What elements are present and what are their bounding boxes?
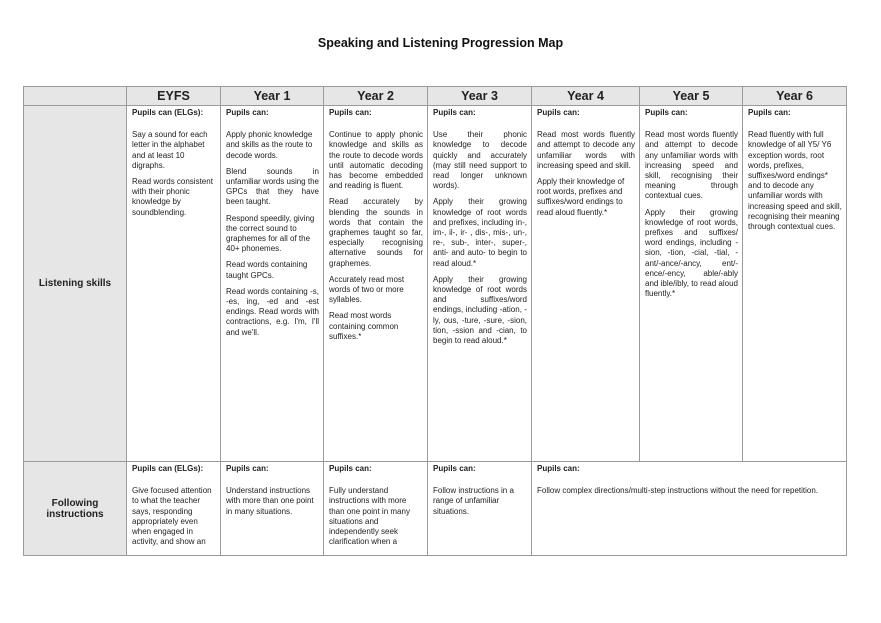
cell-text: Read accurately by blending the sounds in words that contain the graphemes taught so far, especially recognising alternative sounds for graphemes. <box>329 197 423 268</box>
cell-heading: Pupils can: <box>433 464 476 473</box>
cell-heading: Pupils can: <box>537 108 580 117</box>
cell-instructions-year-1 <box>221 462 324 556</box>
cell-instructions-year-2 <box>324 462 428 556</box>
cell-text: Apply phonic knowledge and skills as the route to decode words. <box>226 130 313 160</box>
cell-text: Respond speedily, giving the correct sound to graphemes for all of the 40+ phonemes. <box>226 213 315 254</box>
header-year-6: Year 6 <box>743 87 847 106</box>
row-listening-skills <box>24 106 847 462</box>
cell-text: Accurately read most words of two or more syllables. <box>329 274 405 305</box>
header-year-5: Year 5 <box>640 87 743 106</box>
cell-heading: Pupils can: <box>226 464 269 473</box>
cell-listening-year-2 <box>324 106 428 462</box>
cell-listening-year-5 <box>640 106 743 462</box>
header-eyfs: EYFS <box>127 87 221 106</box>
cell-heading: Pupils can: <box>329 108 372 117</box>
cell-text: Apply their growing knowledge of root words and prefixes, including in-, im-, il-, ir- , dis-, mis-, un-, re-, sub-, inter-, super-, anti- and auto- to begin to read aloud.* <box>433 197 527 268</box>
cell-text: Read words containing taught GPCs. <box>226 260 308 280</box>
cell-heading: Pupils can: <box>645 108 688 117</box>
cell-heading: Pupils can: <box>537 464 580 473</box>
cell-text: Give focused attention to what the teacher says, responding appropriately even when engaged in activity, and show an <box>132 486 212 547</box>
cell-listening-year-4 <box>532 106 640 462</box>
cell-heading: Pupils can (ELGs): <box>132 464 204 473</box>
cell-instructions-year-3 <box>428 462 532 556</box>
cell-text: Read words consistent with their phonic knowledge by soundblending. <box>132 177 213 217</box>
cell-text: Say a sound for each letter in the alphabet and at least 10 digraphs. <box>132 130 208 170</box>
cell-listening-year-6 <box>743 106 847 462</box>
cell-heading: Pupils can: <box>226 108 269 117</box>
header-year-4: Year 4 <box>532 87 640 106</box>
cell-listening-eyfs <box>127 106 221 462</box>
cell-text: Use their phonic knowledge to decode quickly and accurately (may still need support to read longer unknown words). <box>433 130 527 191</box>
cell-text: Apply their growing knowledge of root words and suffixes/word endings, including -ation, -ly, ous, -ture, -sure, -sion, tion, -ssion and -cian, to begin to read aloud.* <box>433 274 527 346</box>
cell-listening-year-1 <box>221 106 324 462</box>
header-row <box>24 87 847 106</box>
cell-instructions-eyfs <box>127 462 221 556</box>
progression-table <box>23 86 847 556</box>
cell-instructions-years-4-6 <box>532 462 847 556</box>
cell-text: Read most words fluently and attempt to decode any unfamiliar words with increasing speed and skill. <box>537 130 635 170</box>
cell-heading: Pupils can: <box>329 464 372 473</box>
cell-text: Read most words containing common suffixes.* <box>329 311 399 341</box>
cell-heading: Pupils can (ELGs): <box>132 108 204 117</box>
page-title: Speaking and Listening Progression Map <box>317 36 564 50</box>
cell-text: Follow complex directions/multi-step instructions without the need for repetition. <box>537 486 819 496</box>
cell-text: Apply their knowledge of root words, prefixes and suffixes/word endings to read aloud fluently.* <box>537 177 625 217</box>
header-year-2: Year 2 <box>324 87 428 106</box>
cell-text: Read fluently with full knowledge of all Y5/ Y6 exception words, root words, prefixes, suffixes/word endings* and to decode any unfamiliar words with increasing speed and skill, recognising their meaning through contextual cues. <box>748 130 842 232</box>
row-label-listening-skills: Listening skills <box>24 106 127 462</box>
cell-text: Apply their growing knowledge of root words, prefixes and suffixes/ word endings, including -sion, -tion, -cial, -tial, -ant/-ance/-ancy, ent/- ence/-ency, able/-ably and ible/ibly, to read aloud fluently.* <box>645 207 738 299</box>
cell-text: Blend sounds in unfamiliar words using the GPCs that they have been taught. <box>226 166 319 207</box>
cell-heading: Pupils can: <box>748 108 791 117</box>
cell-text: Fully understand instructions with more than one point in many situations and independently seek clarification when a <box>329 486 410 547</box>
header-corner <box>24 87 127 106</box>
header-year-3: Year 3 <box>428 87 532 106</box>
cell-text: Continue to apply phonic knowledge and skills as the route to decode words until automatic decoding has become embedded and reading is fluent. <box>329 130 423 191</box>
cell-text: Understand instructions with more than one point in many situations. <box>226 486 314 516</box>
header-year-1: Year 1 <box>221 87 324 106</box>
row-label-following-instructions: Following instructions <box>24 462 127 556</box>
cell-heading: Pupils can: <box>433 108 476 117</box>
cell-text: Read most words fluently and attempt to decode any unfamiliar words with increasing speed and skill, recognising their meaning through contextual cues. <box>645 130 738 201</box>
cell-listening-year-3 <box>428 106 532 462</box>
row-following-instructions <box>24 462 847 556</box>
cell-text: Follow instructions in a range of unfamiliar situations. <box>433 486 514 516</box>
cell-text: Read words containing -s, -es, ing, -ed and -est endings. Read words with contractions, e.g. I'm, I'll and we'll. <box>226 286 319 337</box>
